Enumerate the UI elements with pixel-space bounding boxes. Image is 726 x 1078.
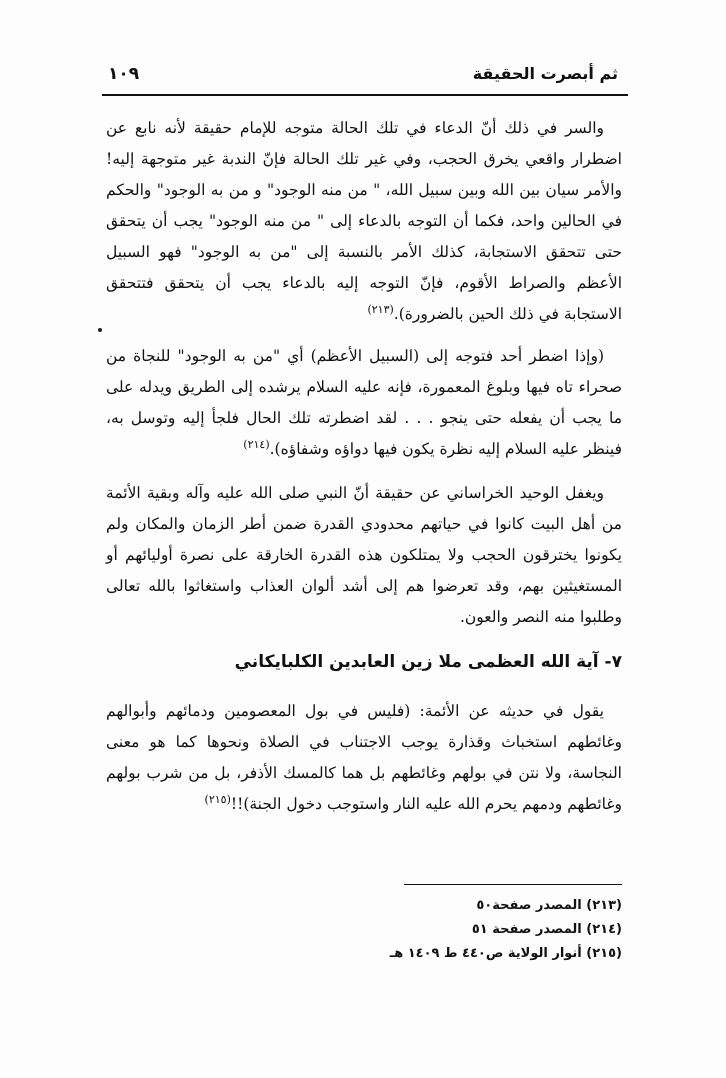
paragraph-3-text: ويغفل الوحيد الخراساني عن حقيقة أنّ النبي صلى الله عليه وآله وبقية الأئمة من أهل البيت كانوا في حياتهم محدودي القدرة ضمن أطر الزمان والمكان ولم يكونوا يخترقون الحجب ولا يمتلكون هذه القدرة الخارقة على نصرة أوليائهم أو المستغيثين بهم، وقد تعرضوا هم إلى أشد ألوان العذاب واستغاثوا بالله تعالى وطلبوا منه النصر والعون. [106,484,622,626]
stray-mark [98,328,102,332]
running-header-title: ثم أبصرت الحقيقة [472,64,618,83]
paragraph-3 [106,478,622,633]
footnote-ref-213: (٢١٣) [367,302,394,316]
footnote-ref-214: (٢١٤) [243,437,270,451]
section-heading: ٧- آية الله العظمى ملا زين العابدين الكلبايكاني [234,652,622,672]
paragraph-2-text: (وإذا اضطر أحد فتوجه إلى (السبيل الأعظم) أي "من به الوجود" للنجاة من صحراء تاه فيها وبلوغ المعمورة، فإنه عليه السلام يرشده إلى الطريق ويدله على ما يجب أن يفعله حتى ينجو . . . لقد اضطرته تلك الحال فلجأ إليه وتوسل به، فينظر عليه السلام إليه نظرة يكون فيها دواؤه وشفاؤه). [106,347,622,458]
paragraph-4-text: يقول في حديثه عن الأئمة: (فليس في بول المعصومين ودمائهم وأبوالهم وغائطهم استخباث وقذارة يوجب الاجتناب في الصلاة ونحوها كما هو معنى النجاسة، ولا نتن في بولهم وغائطهم بل هما كالمسك الأذفر، بل من شرب بولهم وغائطهم ودمهم يحرم الله عليه النار واستوجب دخول الجنة)!! [106,702,622,813]
header-rule [102,94,628,96]
paragraph-4 [106,696,622,820]
paragraph-2 [106,341,622,465]
footnote-213: (٢١٣) المصدر صفحة٥٠ [476,898,622,913]
footnote-215: (٢١٥) أنوار الولاية ص٤٤٠ ط ١٤٠٩ هـ [389,946,622,961]
footnote-214: (٢١٤) المصدر صفحة ٥١ [471,922,622,937]
paragraph-1-text: والسر في ذلك أنّ الدعاء في تلك الحالة متوجه للإمام حقيقة لأنه نابع عن اضطرار واقعي يخرق الحجب، وفي غير تلك الحالة فإنّ الندبة غير متوجهة إليه! والأمر سيان بين الله وبين سبيل الله، " من منه الوجود" و من به الوجود" والحكم في الحالين واحد، فكما أن التوجه بالدعاء إلى " من منه الوجود" يجب أن يتحقق حتى تتحقق الاستجابة، كذلك الأمر بالنسبة إلى "من به الوجود" فهو السبيل الأعظم والصراط الأقوم، فإنّ التوجه إليه بالدعاء يجب أن يتحقق فتتحقق الاستجابة في ذلك الحين بالضرورة). [106,119,622,323]
page-number: ١٠٩ [108,64,140,84]
footnotes [102,894,622,966]
footnote-ref-215: (٢١٥) [204,792,231,806]
paragraph-1 [106,113,622,330]
footnote-separator [404,884,622,885]
